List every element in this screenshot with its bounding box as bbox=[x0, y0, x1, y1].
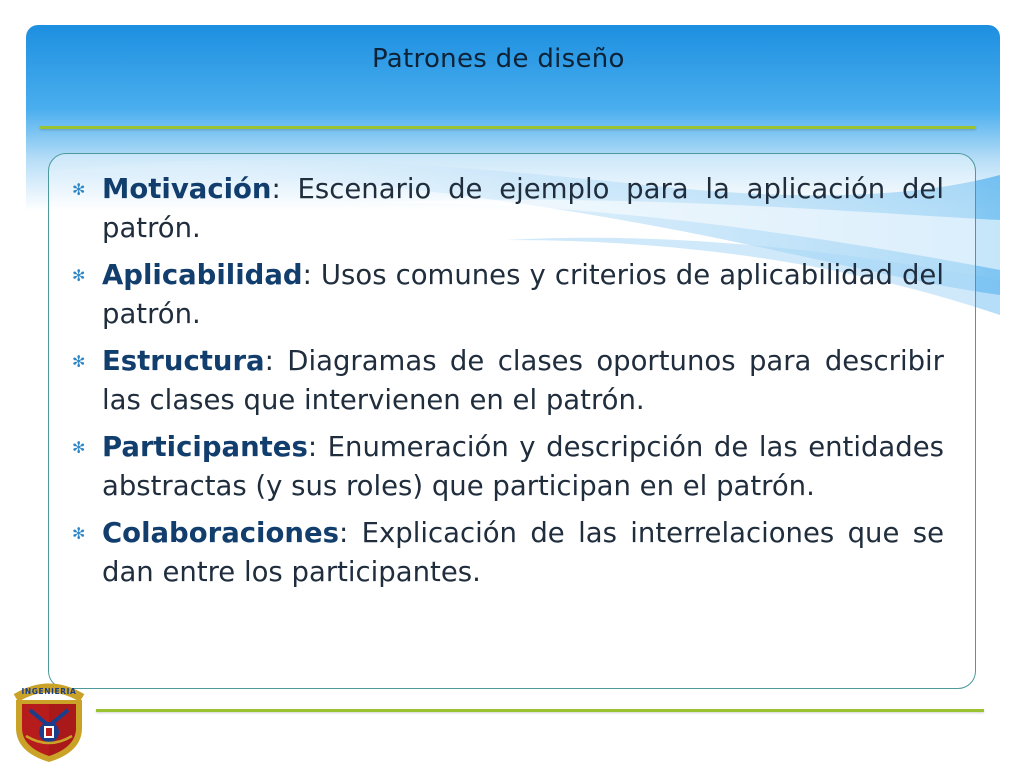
bullet-separator: : bbox=[338, 517, 349, 549]
bullet-separator: : bbox=[302, 259, 312, 291]
bullet-text bbox=[102, 428, 944, 506]
asterisk-icon: ✻ bbox=[72, 266, 86, 285]
bullet-motivacion bbox=[72, 170, 944, 248]
bullet-colaboraciones bbox=[72, 514, 944, 592]
footer-divider bbox=[96, 709, 984, 712]
bullet-term: Aplicabilidad bbox=[102, 259, 303, 291]
asterisk-icon: ✻ bbox=[72, 180, 86, 199]
title-divider bbox=[40, 126, 976, 129]
bullet-description: Diagramas de clases oportunos para describir las clases que intervienen en el patrón. bbox=[102, 345, 944, 416]
bullet-description: Explicación de las interrelaciones que se dan entre los participantes. bbox=[102, 517, 944, 588]
bullet-description: Enumeración y descripción de las entidades abstractas (y sus roles) que participan en el patrón. bbox=[102, 431, 944, 502]
bullet-text bbox=[102, 514, 944, 592]
bullet-text bbox=[102, 256, 944, 334]
bullet-term: Motivación bbox=[102, 173, 272, 205]
bullet-text bbox=[102, 342, 944, 420]
bullet-description: Usos comunes y criterios de aplicabilidad del patrón. bbox=[102, 259, 944, 330]
bullet-term: Colaboraciones bbox=[102, 517, 339, 549]
bullet-text bbox=[102, 170, 944, 248]
svg-text:INGENIERIA: INGENIERIA bbox=[21, 687, 77, 696]
bullet-separator: : bbox=[264, 345, 274, 377]
slide-title: Patrones de diseño bbox=[372, 44, 625, 74]
bullet-description: Escenario de ejemplo para la aplicación del patrón. bbox=[102, 173, 944, 244]
asterisk-icon: ✻ bbox=[72, 524, 86, 543]
bullet-separator: : bbox=[307, 431, 318, 463]
asterisk-icon: ✻ bbox=[72, 438, 86, 457]
bullet-separator: : bbox=[271, 173, 281, 205]
bullet-term: Participantes bbox=[102, 431, 308, 463]
ingenieria-shield-logo-icon bbox=[8, 676, 90, 764]
bullet-participantes bbox=[72, 428, 944, 506]
bullet-list bbox=[72, 170, 944, 600]
bullet-aplicabilidad bbox=[72, 256, 944, 334]
bullet-term: Estructura bbox=[102, 345, 265, 377]
asterisk-icon: ✻ bbox=[72, 352, 86, 371]
bullet-estructura bbox=[72, 342, 944, 420]
